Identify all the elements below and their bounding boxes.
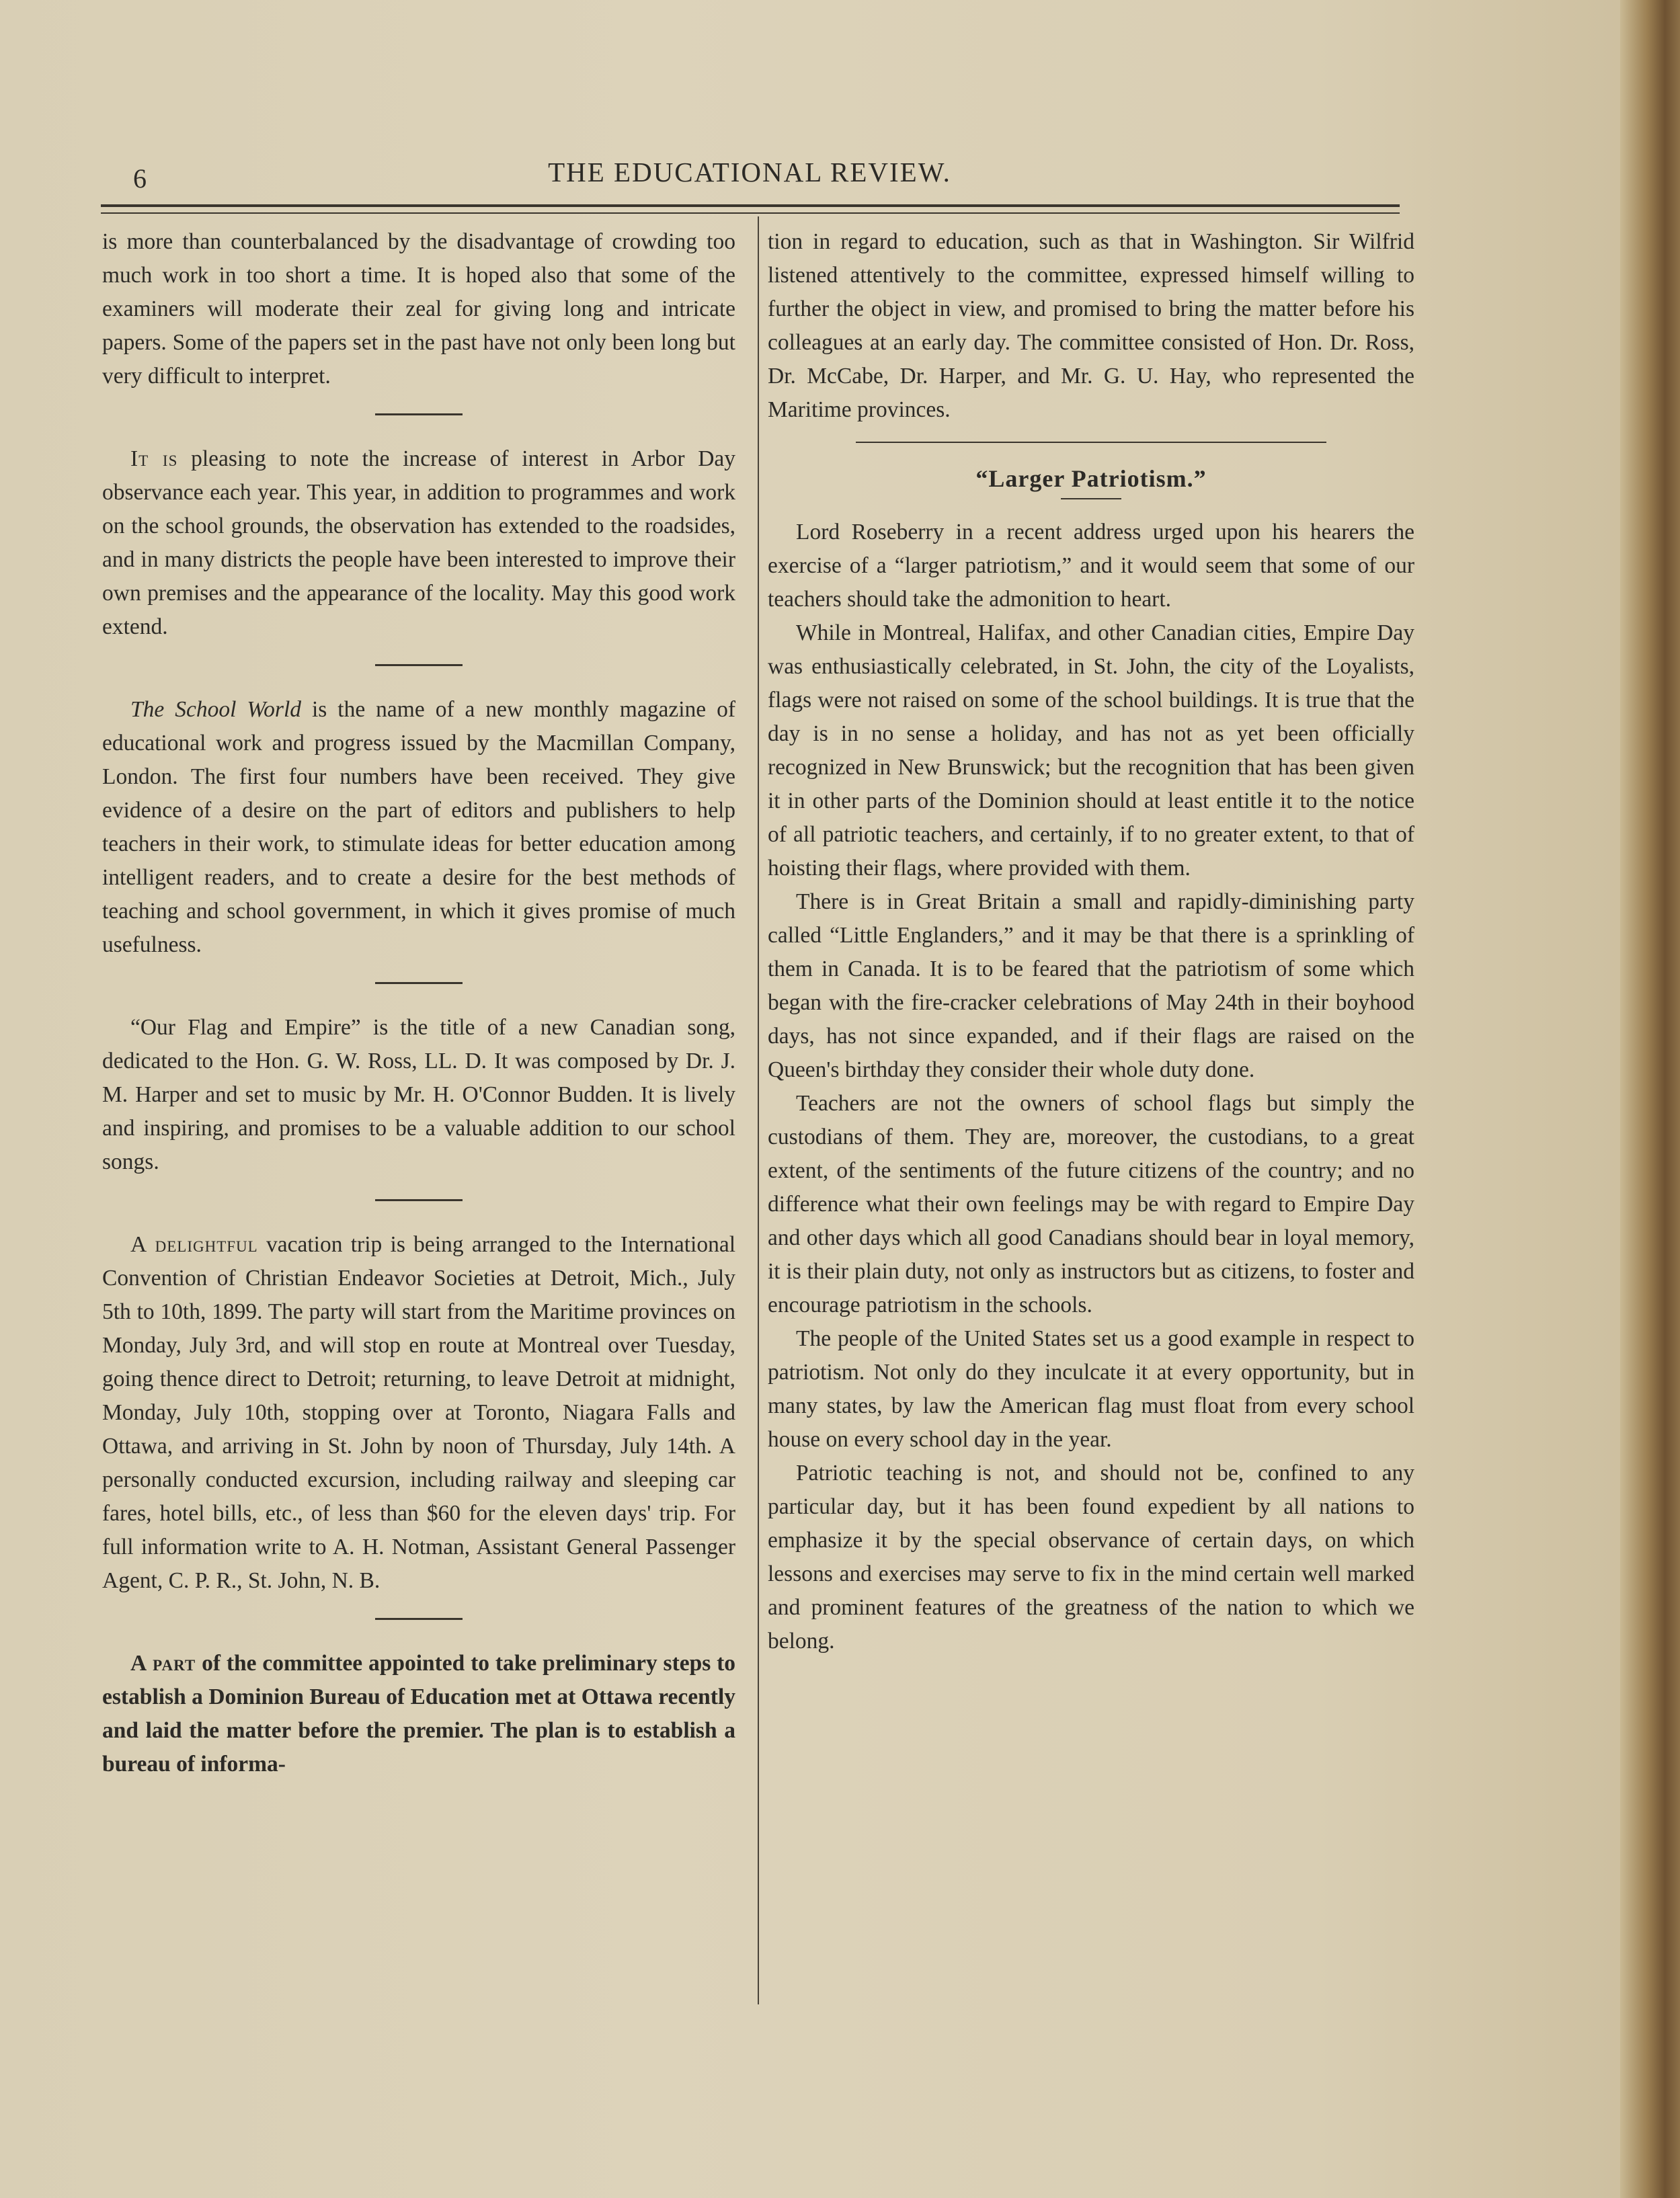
section-separator (375, 413, 463, 415)
paragraph-bureau-continued: tion in regard to education, such as that in Washington. Sir Wilfrid listened attentively to the committee, expressed himself willing to further the object in view, and promised to bring the matter before his colleagues at an early day. The committee consisted of Hon. Dr. Ross, Dr. McCabe, Dr. Harper, and Mr. G. U. Hay, who represented the Maritime provinces. (768, 229, 1414, 422)
section-separator (375, 982, 463, 984)
paragraph-text: pleasing to note the increase of interest in Arbor Day observance each year. This year, in addition to programmes and work on the school grounds, the observation has extended to the roadsides, and in many districts the people have been interested to improve their own premises and the appearance of the locality. May this good work extend. (102, 446, 736, 639)
header-rule-thin (101, 212, 1400, 214)
page-edge-shadow (1620, 0, 1680, 2198)
header-rule-thick (101, 204, 1400, 207)
paragraph-text: is the name of a new monthly magazine of educational work and progress issued by the Macmillan Company, London. The first four numbers have been received. They give evidence of a desire on the part of editors and publishers to help teachers in their work, to stimulate ideas for better education among intelligent readers, and to create a desire for the best methods of teaching and school government, in which it gives promise of much usefulness. (102, 697, 735, 957)
paragraph-arbor-day (102, 442, 735, 644)
paragraph-text: of the committee appointed to take preliminary steps to establish a Dominion Bureau of Education met at Ottawa recently and laid the matter before the premier. The plan is to establish a bureau of informa- (102, 1651, 735, 1777)
paragraph-flag-and-empire: “Our Flag and Empire” is the title of a new Canadian song, dedicated to the Hon. G. W. Ross, LL. D. It was composed by Dr. J. M. Harper and set to music by Mr. H. O'Connor Budden. It is lively and inspiring, and promises to be a valuable addition to our school songs. (102, 1015, 735, 1174)
page-number: 6 (133, 163, 147, 194)
right-column (768, 225, 1414, 1658)
paragraph-examiners: is more than counterbalanced by the disadvantage of crowding too much work in too short a time. It is hoped also that some of the examiners will moderate their zeal for giving long and intricate papers. Some of the papers set in the past have not only been long but very difficult to interpret. (102, 229, 735, 389)
magazine-title: The School World (130, 697, 302, 722)
paragraph-empire-day: While in Montreal, Halifax, and other Canadian cities, Empire Day was enthusiastically celebrated, in St. John, the city of the Loyalists, flags were not raised on some of the school buildings. It is true that the day is in no sense a holiday, and has not as yet been officially recognized in New Brunswick; but the recognition that has been given it in other parts of the Dominion should at least entitle it to the notice of all patriotic teachers, and certainly, if to no greater extent, to that of hoisting their flags, where provided with them. (768, 620, 1414, 881)
running-title: THE EDUCATIONAL REVIEW. (548, 157, 951, 188)
heading-underline (1061, 498, 1121, 499)
lead-in: A delightful (130, 1232, 258, 1257)
paragraph-vacation-trip (102, 1228, 735, 1598)
paragraph-bureau-of-education (102, 1647, 735, 1781)
paragraph-patriotic-teaching: Patriotic teaching is not, and should not be, confined to any particular day, but it has been found expedient by all nations to emphasize it by the special observance of certain days, on which lessons and exercises may serve to fix in the mind certain well marked and prominent features of the greatness of the nation to which we belong. (768, 1461, 1414, 1654)
section-separator (375, 1618, 463, 1620)
lead-in: It is (130, 446, 178, 471)
column-divider (758, 216, 759, 2004)
left-column (102, 225, 735, 1781)
paragraph-school-world (102, 693, 735, 962)
section-separator (375, 1199, 463, 1201)
section-separator (856, 442, 1326, 443)
lead-in: A part (130, 1651, 196, 1676)
section-separator (375, 664, 463, 666)
paragraph-united-states: The people of the United States set us a good example in respect to patriotism. Not only do they inculcate it at every opportunity, but in many states, by law the American flag must float from every school house on every school day in the year. (768, 1326, 1414, 1452)
page-header (101, 149, 1398, 196)
paragraph-teachers-custodians: Teachers are not the owners of school flags but simply the custodians of them. They are, moreover, the custodians, to a great extent, of the sentiments of the future citizens of the country; and no difference what their own feelings may be with regard to Empire Day and other days which all good Canadians should bear in loyal memory, it is their plain duty, not only as instructors but as citizens, to foster and encourage patriotism in the schools. (768, 1091, 1414, 1317)
paragraph-text: vacation trip is being arranged to the International Convention of Christian Endeavor Societies at Detroit, Mich., July 5th to 10th, 1899. The party will start from the Maritime provinces on Monday, July 3rd, and will stop en route at Montreal over Tuesday, going thence direct to Detroit; returning, to leave Detroit at midnight, Monday, July 10th, stopping over at Toronto, Niagara Falls and Ottawa, and arriving in St. John by noon of Thursday, July 14th. A personally conducted excursion, including railway and sleeping car fares, hotel bills, etc., of less than $60 for the eleven days' trip. For full information write to A. H. Notman, Assistant General Passenger Agent, C. P. R., St. John, N. B. (102, 1232, 736, 1593)
paragraph-little-englanders: There is in Great Britain a small and rapidly-diminishing party called “Little Englanders,” and it may be that there is a sprinkling of them in Canada. It is to be feared that the patriotism of some which began with the fire-cracker celebrations of May 24th in their boyhood days, has not since expanded, and if their flags are raised on the Queen's birthday they consider their whole duty done. (768, 889, 1414, 1082)
article-heading: “Larger Patriotism.” (975, 465, 1207, 492)
paragraph-roseberry: Lord Roseberry in a recent address urged upon his hearers the exercise of a “larger patriotism,” and it would seem that some of our teachers should take the admonition to heart. (768, 520, 1414, 612)
